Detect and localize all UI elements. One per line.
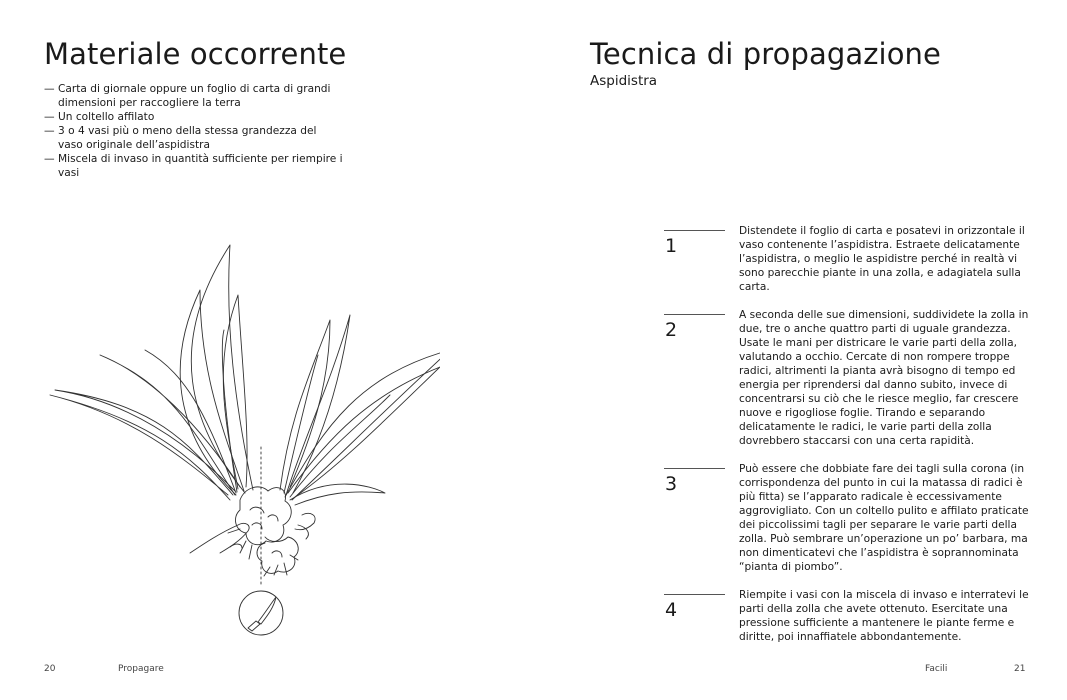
- left-leaves-drawing: [50, 245, 253, 500]
- step-divider: [664, 468, 725, 469]
- step-text: Può essere che dobbiate fare dei tagli sulla corona (in corrispondenza del punto in cui la matassa di radici è più fitta) se l’apparato radicale è eccessivamente aggrovigliato. Con un coltello pulito e affilato praticate dei piccolissimi tagli per separare le varie parti della zolla. Può sembrare un’operazione un po’ barbara, ma non dimenticatevi che l’aspidistra è soprannominata “pianta di piombo”.: [739, 463, 1029, 573]
- materials-item: [44, 124, 344, 152]
- left-page-title: Materiale occorrente: [44, 37, 347, 71]
- materials-item-text: Un coltello affilato: [58, 111, 155, 123]
- page-number-right: 21: [1014, 664, 1026, 674]
- plant-subtitle: Aspidistra: [590, 73, 658, 89]
- materials-item: [44, 82, 344, 110]
- dash-marker: —: [44, 83, 55, 95]
- step-number: 3: [665, 473, 678, 495]
- section-label-right: Facili: [925, 664, 948, 674]
- step-text: Riempite i vasi con la miscela di invaso e interratevi le parti della zolla che avete ottenuto. Esercitate una pressione sufficiente a mantenere le piante ferme e diritte, poi innaffiatele abbondantemente.: [739, 589, 1029, 643]
- dash-marker: —: [44, 125, 55, 137]
- dash-marker: —: [44, 111, 55, 123]
- materials-item-text: Miscela di invaso in quantità sufficiente per riempire i vasi: [58, 153, 343, 179]
- knife-icon: [239, 591, 283, 635]
- materials-list: [44, 82, 344, 180]
- materials-item: [44, 152, 344, 180]
- step-number: 1: [665, 235, 678, 257]
- step-divider: [664, 230, 725, 231]
- step-divider: [664, 594, 725, 595]
- right-leaves-drawing: [280, 315, 440, 505]
- aspidistra-division-illustration: [40, 225, 440, 645]
- page-number-left: 20: [44, 664, 56, 674]
- right-page-title: Tecnica di propagazione: [590, 37, 941, 71]
- section-label-left: Propagare: [118, 664, 164, 674]
- step-number: 2: [665, 319, 678, 341]
- materials-item-text: Carta di giornale oppure un foglio di carta di grandi dimensioni per raccogliere la terra: [58, 83, 331, 109]
- dash-marker: —: [44, 153, 55, 165]
- root-ball-drawing: [228, 487, 298, 576]
- step-text: A seconda delle sue dimensioni, suddividete la zolla in due, tre o anche quattro parti di uguale grandezza. Usate le mani per districare le varie parti della zolla, valutando a occhio. Cercate di non rompere troppe radici, altrimenti la pianta avrà bisogno di tempo ed energia per riprendersi dal danno subito, invece di concentrarsi su ciò che le riesce meglio, far crescere nuove e rigogliose foglie. Tirando e separando delicatamente le radici, le varie parti della zolla dovrebbero staccarsi con una certa rapidità.: [739, 309, 1029, 447]
- materials-item-text: 3 o 4 vasi più o meno della stessa grandezza del vaso originale dell’aspidistra: [58, 125, 317, 151]
- step-number: 4: [665, 599, 678, 621]
- hands-drawing: [190, 513, 315, 553]
- step-text: Distendete il foglio di carta e posatevi in orizzontale il vaso contenente l’aspidistra. Estraete delicatamente l’aspidistra, o meglio le aspidistre perché in realtà vi sono parecchie piante in una zolla, e adagiatela sulla carta.: [739, 225, 1025, 293]
- step-divider: [664, 314, 725, 315]
- materials-item: [44, 110, 344, 124]
